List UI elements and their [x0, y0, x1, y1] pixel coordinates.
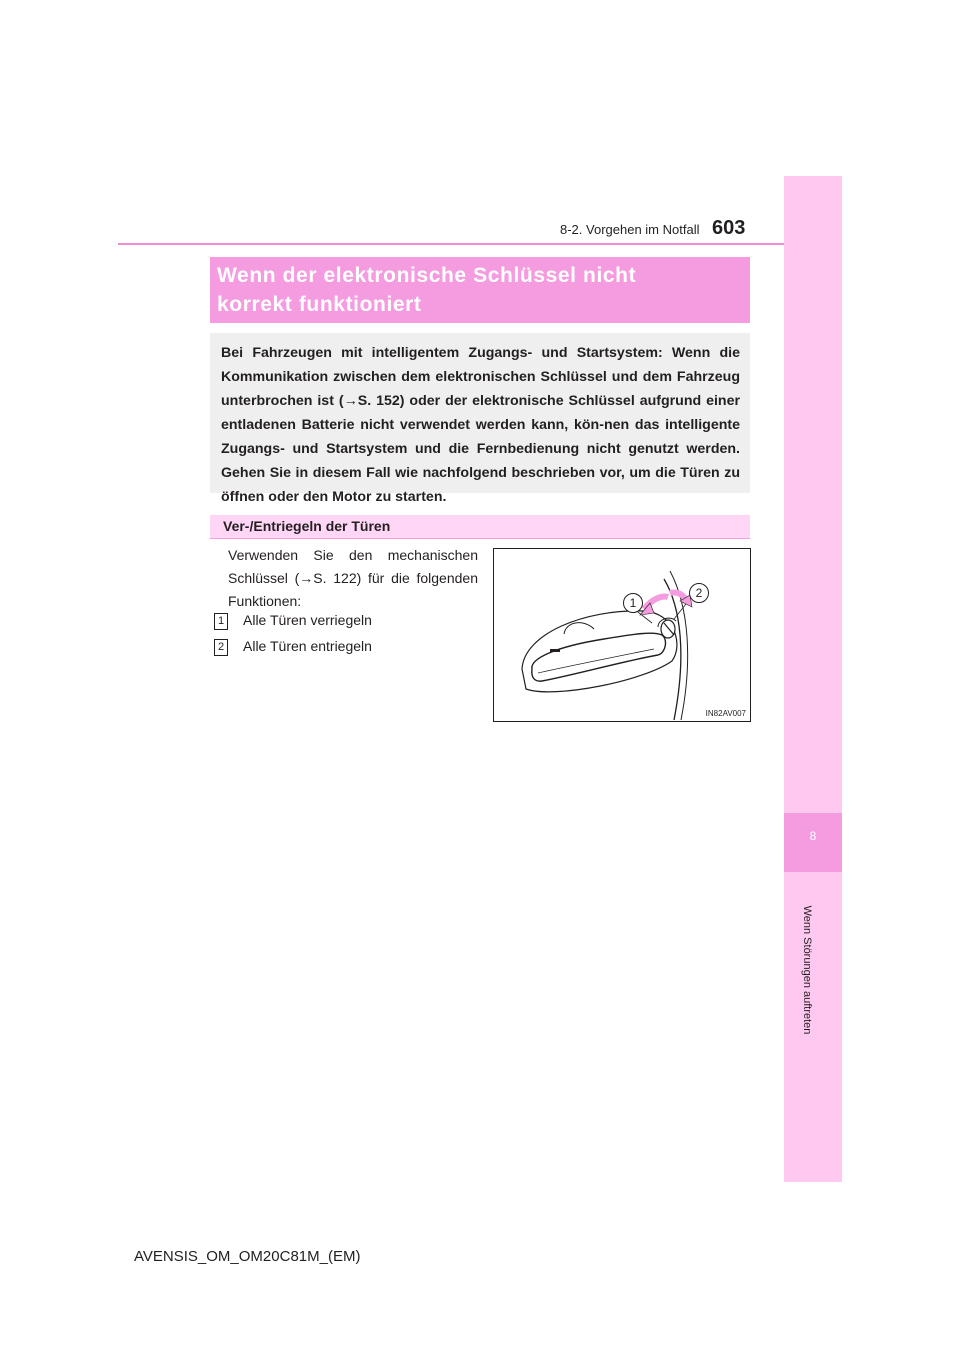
document-footer: AVENSIS_OM_OM20C81M_(EM)	[134, 1248, 361, 1265]
intro-box	[210, 333, 750, 505]
callout-2: 2	[689, 583, 709, 603]
body-paragraph: Verwenden Sie den mechanischen Schlüssel (→S. 122) für die folgenden Funktionen:	[228, 547, 478, 609]
figure-code: IN82AV007	[705, 709, 746, 718]
door-handle-illustration	[493, 548, 751, 722]
section-heading-text	[217, 261, 740, 319]
item-text: Alle Türen entriegeln	[243, 638, 372, 654]
intro-text: Bei Fahrzeugen mit intelligentem Zugangs- und Startsystem: Wenn die Kommunikation zwischen dem elektronischen Schlüssel und dem Fahrzeug unterbrochen ist (→S. 152) oder der elektronische Schlüssel aufgrund einer entladenen Batterie nicht verwendet werden kann, kön-nen das intelligente Zugangs- und Startsystem und die Fernbedienung nicht genutzt werden. Gehen Sie in diesem Fall wie nachfolgend beschrieben vor, um die Türen zu öffnen oder den Motor zu starten.	[221, 345, 740, 505]
item-text: Alle Türen verriegeln	[243, 612, 372, 628]
item-number-badge: 1	[214, 613, 228, 630]
item-number-badge: 2	[214, 639, 228, 656]
callout-1: 1	[623, 593, 643, 613]
subheading	[210, 515, 750, 539]
door-handle-drawing	[494, 549, 750, 721]
header-rule	[118, 243, 784, 245]
section-heading	[210, 257, 750, 323]
chapter-title-text: Wenn Störungen auftreten	[801, 905, 813, 1035]
chapter-number: 8	[809, 829, 817, 843]
subheading-text: Ver-/Entriegeln der Türen	[223, 518, 391, 534]
heading-line-1: Wenn der elektronische Schlüssel nicht	[217, 264, 637, 287]
page-number: 603	[712, 217, 746, 239]
heading-line-2: korrekt funktioniert	[217, 293, 422, 316]
chapter-side-tab	[784, 176, 842, 1182]
subheading-rule	[210, 538, 750, 539]
section-title: 8-2. Vorgehen im Notfall	[560, 222, 700, 237]
